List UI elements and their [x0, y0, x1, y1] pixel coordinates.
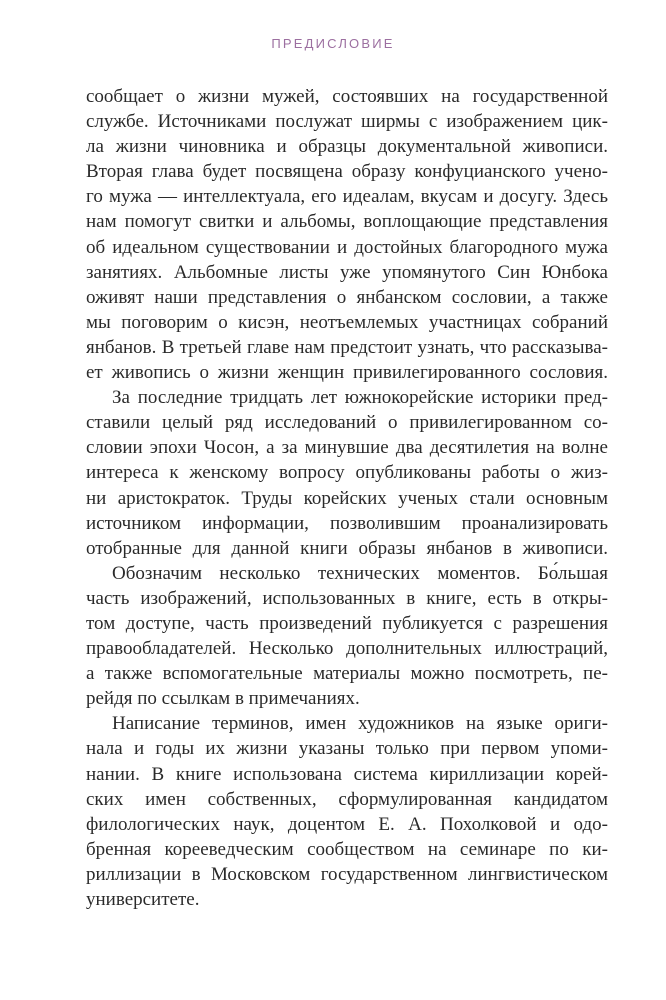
text-line: ла жизни чиновника и образцы документальной живописи. — [86, 136, 608, 158]
paragraph — [86, 711, 608, 912]
text-line: ских имен собственных, сформулированная кандидатом — [86, 788, 608, 810]
text-line: бренная корееведческим сообществом на семинаре по ки- — [86, 838, 608, 860]
paragraph — [86, 84, 608, 385]
text-line: За последние тридцать лет южнокорейские историки пред- — [112, 387, 608, 409]
text-line: мы поговорим о кисэн, неотъемлемых участницах собраний — [86, 311, 608, 333]
text-line: го мужа — интеллектуала, его идеалам, вкусам и досугу. Здесь — [86, 186, 608, 208]
text-line: сообщает о жизни мужей, состоявших на государственной — [86, 86, 608, 107]
text-line: службе. Источниками послужат ширмы с изображением цик- — [86, 111, 608, 133]
text-line: ет живопись о жизни женщин привилегированного сословия. — [86, 362, 608, 384]
text-block — [86, 84, 608, 912]
text-line: том доступе, часть произведений публикуется с разрешения — [86, 612, 608, 634]
text-line: филологических наук, доцентом Е. А. Похолковой и одо- — [86, 813, 608, 835]
text-line: нании. В книге использована система кириллизации корей- — [86, 763, 608, 785]
text-line: Вторая глава будет посвящена образу конфуцианского учено- — [86, 161, 608, 183]
text-line: Написание терминов, имен художников на языке ориги- — [112, 713, 608, 735]
text-line: ни аристократок. Труды корейских ученых стали основным — [86, 487, 608, 509]
text-line: об идеальном существовании и достойных благородного мужа — [86, 236, 608, 258]
text-line: отобранные для данной книги образы янбанов в живописи. — [86, 537, 608, 559]
text-line: правообладателей. Несколько дополнительных иллюстраций, — [86, 638, 608, 660]
paragraph — [86, 385, 608, 561]
text-line: рейдя по ссылкам в примечаниях. — [86, 688, 360, 710]
text-line: нам помогут свитки и альбомы, воплощающие представления — [86, 211, 608, 233]
text-line: нала и годы их жизни указаны только при первом упоми- — [86, 738, 608, 760]
chapter-heading: ПРЕДИСЛОВИЕ — [271, 36, 395, 51]
text-line: занятиях. Альбомные листы уже упомянутого Син Юнбока — [86, 261, 608, 283]
text-line: ставили целый ряд исследований о привилегированном со- — [86, 412, 608, 434]
text-line: словии эпохи Чосон, а за минувшие два десятилетия на волне — [86, 437, 608, 459]
text-line: интереса к женскому вопросу опубликованы работы о жиз- — [86, 462, 608, 484]
text-line: Обозначим несколько технических моментов. Бо́льшая — [112, 562, 608, 584]
text-line: оживят наши представления о янбанском сословии, а также — [86, 286, 608, 308]
paragraph — [86, 561, 608, 712]
text-line: а также вспомогательные материалы можно посмотреть, пе- — [86, 663, 608, 685]
text-line: университете. — [86, 889, 200, 910]
text-line: часть изображений, использованных в книге, есть в откры- — [86, 587, 608, 609]
text-line: источником информации, позволившим проанализировать — [86, 512, 608, 534]
text-line: янбанов. В третьей главе нам предстоит узнать, что рассказыва- — [86, 336, 608, 358]
text-line: риллизации в Московском государственном лингвистическом — [86, 863, 608, 885]
